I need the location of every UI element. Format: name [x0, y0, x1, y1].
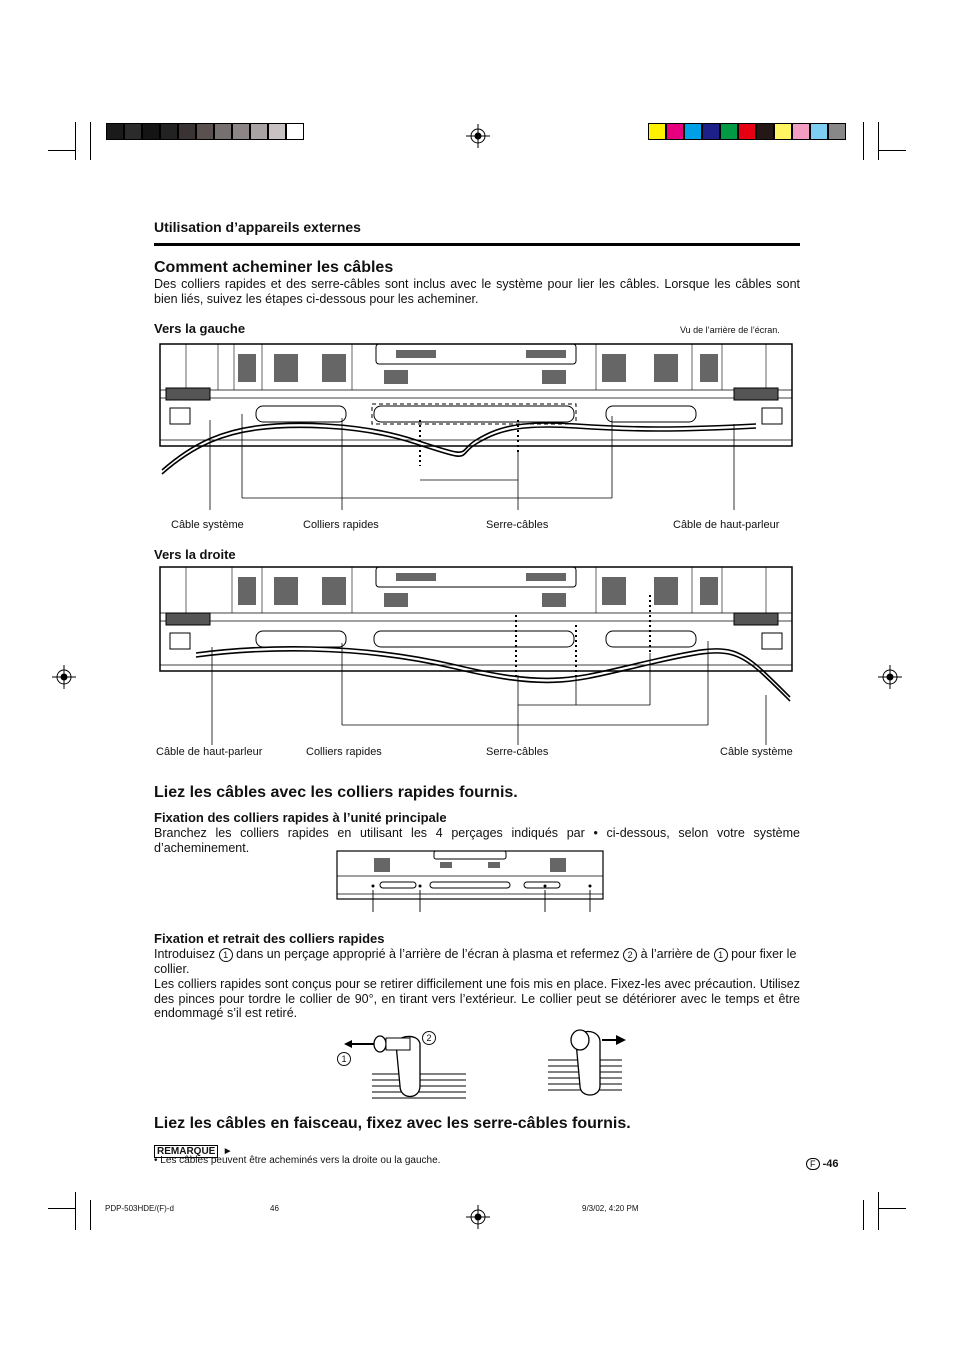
- registration-target-icon: [466, 1205, 490, 1229]
- crop-mark: [878, 122, 879, 160]
- step-number-2: 2: [623, 948, 637, 962]
- rear-panel-left-diagram: [156, 340, 796, 510]
- calibration-swatch: [106, 123, 124, 140]
- calibration-swatch: [792, 123, 810, 140]
- page-title: Comment acheminer les câbles: [154, 259, 394, 276]
- right-label-speaker-cable: Câble de haut-parleur: [156, 746, 263, 758]
- right-label-system-cable: Câble système: [720, 746, 793, 758]
- fix-main-text: Branchez les colliers rapides en utilisant les 4 perçages indiqués par • ci-dessous, selon votre système d’acheminement.: [154, 826, 800, 855]
- right-heading: Vers la droite: [154, 547, 236, 562]
- crop-mark: [48, 150, 76, 151]
- registration-target-icon: [878, 665, 902, 689]
- left-label-quick-clamps: Colliers rapides: [303, 519, 379, 531]
- calibration-swatch: [810, 123, 828, 140]
- rear-panel-right-diagram: [156, 565, 796, 745]
- calibration-swatch: [666, 123, 684, 140]
- calibration-swatch: [720, 123, 738, 140]
- fix-step-text: dans un perçage approprié à l’arrière de l’écran à plasma et refermez: [236, 947, 620, 961]
- calibration-swatch: [232, 123, 250, 140]
- crop-mark: [75, 122, 76, 160]
- left-label-cable-ties: Serre-câbles: [486, 519, 549, 531]
- fix-step-text: pour fixer le collier.: [154, 947, 797, 976]
- fix-step-text: Introduisez: [154, 947, 216, 961]
- illustration-number-2: 2: [422, 1031, 436, 1045]
- page-number-text: -46: [822, 1158, 839, 1170]
- crop-mark: [863, 122, 864, 160]
- right-label-quick-clamps: Colliers rapides: [306, 746, 382, 758]
- registration-target-icon: [466, 124, 490, 148]
- fix-remove-step: [154, 947, 800, 976]
- calibration-swatch: [684, 123, 702, 140]
- clamp-insert-illustration: [336, 1028, 466, 1104]
- calibration-swatch: [214, 123, 232, 140]
- crop-mark: [75, 1192, 76, 1230]
- calibration-swatch: [738, 123, 756, 140]
- page-number: [806, 1158, 838, 1170]
- footer-model: PDP-503HDE/(F)-d: [105, 1204, 174, 1213]
- intro-text: Des colliers rapides et des serre-câbles sont inclus avec le système pour lier les câbles. Lorsque les câbles sont bien liés, suivez les étapes ci-dessous pour les acheminer.: [154, 277, 800, 306]
- illustration-number-1: 1: [337, 1052, 351, 1066]
- calibration-swatch: [756, 123, 774, 140]
- remark-label: REMARQUE: [154, 1145, 218, 1158]
- calibration-swatch: [124, 123, 142, 140]
- step-number-1: 1: [714, 948, 728, 962]
- registration-target-icon: [52, 665, 76, 689]
- fix-main-heading: Fixation des colliers rapides à l’unité principale: [154, 810, 447, 825]
- calibration-swatch: [774, 123, 792, 140]
- arrow-right-icon: ►: [222, 1146, 233, 1157]
- remark-text: • Les câbles peuvent être acheminés vers la droite ou la gauche.: [154, 1155, 441, 1166]
- step-number-1: 1: [219, 948, 233, 962]
- calibration-swatch: [286, 123, 304, 140]
- calibration-swatch: [648, 123, 666, 140]
- crop-mark: [863, 1200, 864, 1230]
- right-label-cable-ties: Serre-câbles: [486, 746, 549, 758]
- view-note: Vu de l’arrière de l’écran.: [680, 325, 780, 335]
- footer-page: 46: [270, 1204, 279, 1213]
- section-header: Utilisation d’appareils externes: [154, 219, 361, 235]
- crop-mark: [878, 1192, 879, 1230]
- calibration-swatch: [828, 123, 846, 140]
- crop-mark: [878, 1208, 906, 1209]
- calibration-swatch: [702, 123, 720, 140]
- left-label-system-cable: Câble système: [171, 519, 244, 531]
- calibration-swatch: [178, 123, 196, 140]
- calibration-swatch: [268, 123, 286, 140]
- fix-step-text: à l’arrière de: [640, 947, 711, 961]
- footer-date: 9/3/02, 4:20 PM: [582, 1204, 639, 1213]
- bundle-title: Liez les câbles en faisceau, fixez avec les serre-câbles fournis.: [154, 1115, 631, 1132]
- header-rule: [154, 243, 800, 246]
- left-heading: Vers la gauche: [154, 321, 246, 336]
- left-label-speaker-cable: Câble de haut-parleur: [673, 519, 780, 531]
- calibration-swatch: [196, 123, 214, 140]
- calibration-swatch: [142, 123, 160, 140]
- calibration-swatch: [160, 123, 178, 140]
- page-letter-badge: F: [806, 1158, 820, 1170]
- crop-mark: [90, 122, 91, 160]
- crop-mark: [48, 1208, 76, 1209]
- calibration-swatch: [250, 123, 268, 140]
- mounting-holes-diagram: [336, 850, 604, 914]
- clamp-remove-illustration: [546, 1024, 636, 1098]
- crop-mark: [878, 150, 906, 151]
- fix-remove-caution: Les colliers rapides sont conçus pour se retirer difficilement une fois mis en place. Fixez-les avec précaution. Utilisez des pinces pour tordre le collier de 90°, en tirant vers l’extérieur. Le collier peut se détériorer avec le temps et être endommagé s’il est retiré.: [154, 977, 800, 1020]
- bind-title: Liez les câbles avec les colliers rapides fournis.: [154, 784, 518, 801]
- crop-mark: [90, 1200, 91, 1230]
- fix-remove-heading: Fixation et retrait des colliers rapides: [154, 931, 385, 946]
